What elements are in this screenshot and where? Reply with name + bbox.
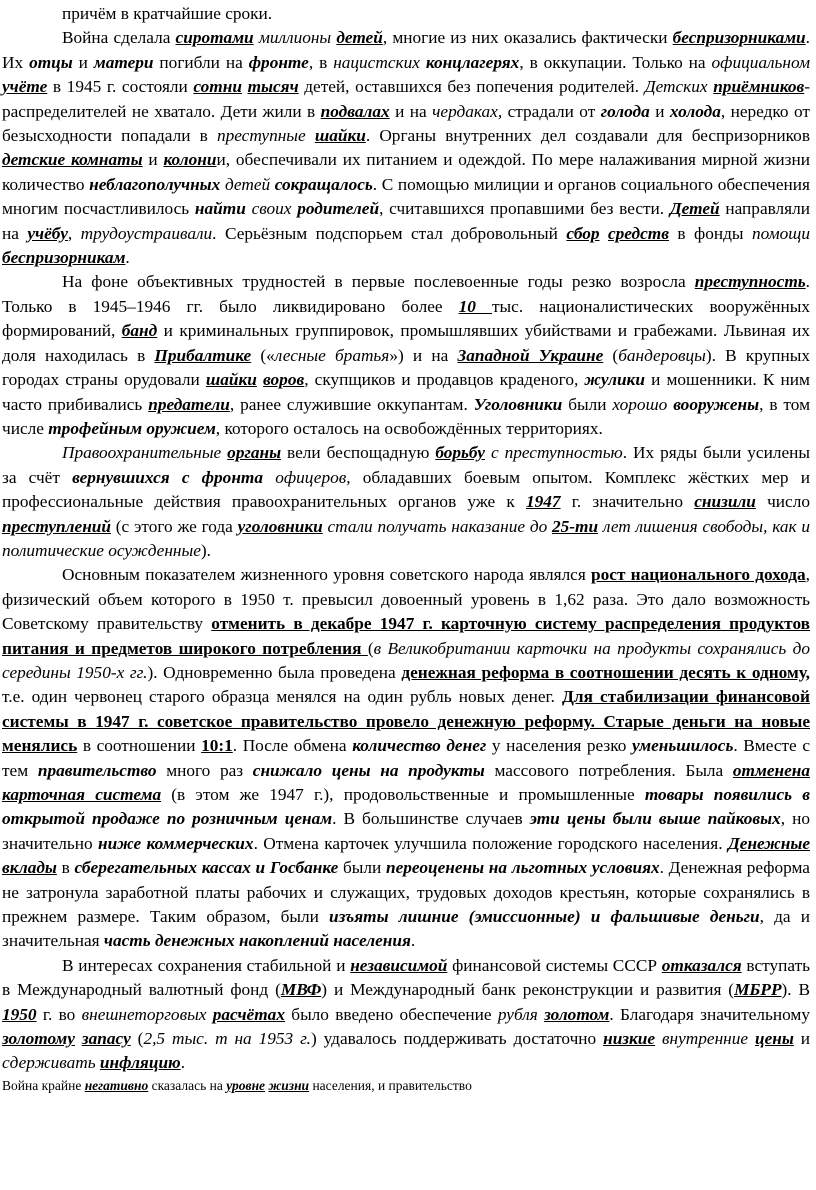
text-run: матери [93, 52, 154, 72]
text-run: детей, оставшихся без попечения родителей. [298, 77, 645, 97]
text-run: денежная реформа в соотношении десять к одному, [401, 662, 810, 682]
text-run: отказался [661, 955, 742, 975]
text-run: Для стабилизации финансовой системы в 1947 г. советское правительство провело денежную реформу. Старые деньги на новые менялись [2, 687, 810, 756]
text-run: ) и Международный банк реконструкции и развития ( [321, 980, 735, 1000]
text-run: концлагерях [425, 52, 520, 72]
text-run: . [410, 931, 416, 951]
text-run: приёмников [713, 77, 805, 97]
text-run: ( [367, 638, 374, 658]
text-run: страдали от [502, 101, 601, 121]
text-run: тысяч [247, 77, 299, 97]
text-run: Прибалтике [154, 345, 252, 365]
text-run: ниже коммерческих [98, 833, 254, 853]
text-run: были [338, 858, 386, 878]
text-run [655, 1029, 662, 1048]
text-run: , ранее служившие оккупантам. [229, 394, 474, 414]
text-run: сотни [193, 77, 242, 97]
text-run: шайки [205, 370, 257, 390]
text-run: запасу [81, 1029, 131, 1049]
text-run: отменить в декабре 1947 г. карточную систему распределения продуктов питания и предметов широкого потребления [2, 614, 810, 658]
text-run: , которого осталось на освобождённых территориях. [215, 418, 603, 438]
text-run: и криминальных группировок, промышлявших убийствами и грабежами. Львиная их доля находилась в [2, 321, 810, 365]
text-run: 1947 [526, 492, 561, 512]
text-run: снизили [694, 492, 756, 512]
text-run: (в этом же 1947 г.), продовольственные и промышленные [161, 785, 645, 804]
text-run: ) удавалось поддерживать достаточно [310, 1029, 604, 1049]
text-run: негативно [84, 1077, 149, 1093]
text-run: (с этого же года [111, 516, 238, 536]
text-run: детей [224, 174, 271, 194]
text-run: лет лишения свободы, как и политические осужденные [2, 516, 810, 560]
text-run: низкие [603, 1029, 656, 1049]
text-run [306, 126, 315, 145]
paragraph-0 [2, 2, 810, 26]
text-run: отцы [29, 52, 73, 72]
text-run: ). Одновременно была проведена [147, 662, 402, 682]
text-run: . С помощью милиции и органов социального обеспечения многим посчастливилось [2, 174, 810, 219]
text-run: . [180, 1053, 186, 1073]
text-run: МБРР [734, 980, 782, 1000]
text-run: . Только в 1945–1946 гг. было ликвидировано более [2, 272, 810, 316]
text-run: колони [163, 150, 217, 170]
text-run: у населения резко [486, 736, 633, 756]
text-run: было введено обеспечение [284, 1004, 498, 1024]
text-run: ( [130, 1029, 144, 1049]
text-run: , в том числе [2, 394, 811, 438]
text-run: в соотношении [77, 736, 202, 756]
text-run: учёте [2, 77, 48, 97]
text-run: массового потребления. Была [484, 760, 733, 780]
text-run: эти цены были выше пайковых [529, 809, 781, 829]
text-run: и мошенники. К ним часто прибивались [2, 370, 810, 414]
text-run [748, 1029, 755, 1048]
text-run: , физический объем которого в 1950 т. превысил довоенный уровень в 1,62 раза. Это дало возможность Советскому правительству [2, 565, 810, 634]
text-run: банд [121, 321, 158, 341]
text-run: . [125, 248, 130, 268]
text-run: . Серьёзным подспорьем стал добровольный [212, 223, 567, 243]
text-run: и [142, 150, 164, 170]
text-run: товары появились в открытой продаже по розничным ценам [2, 785, 810, 829]
text-run: офицеров, [275, 467, 351, 487]
text-run: , многие из них оказались фактически [382, 28, 673, 48]
text-run: уровне [226, 1077, 266, 1093]
paragraph-2 [2, 270, 810, 441]
text-run: в 1945 г. состояли [47, 77, 194, 97]
text-run: внутренние [662, 1029, 749, 1049]
text-run: Уголовники [473, 394, 563, 414]
text-run: , [67, 223, 81, 243]
text-run: предатели [148, 394, 230, 414]
text-run: рубля [497, 1004, 538, 1024]
text-run: 25-ти [551, 516, 599, 536]
text-run: . После обмена [232, 736, 353, 756]
text-run: родителей [297, 199, 380, 219]
text-run: т.е. один червонец старого образца менялся на один рубль новых денег. [2, 687, 563, 707]
text-run: детские комнаты [2, 150, 143, 170]
paragraph-4 [2, 563, 810, 954]
text-run: голода [600, 101, 650, 121]
text-run: , скупщиков и продавцов краденого, [304, 370, 585, 390]
text-run: неблагополучных [89, 174, 221, 194]
text-run: подвалах [320, 101, 390, 121]
text-run: хорошо [612, 394, 668, 414]
text-run: , в оккупации. Только на [519, 52, 712, 72]
text-run: сдерживать [2, 1053, 96, 1073]
text-run: . Их [2, 28, 810, 72]
text-run: независимой [350, 955, 448, 975]
text-run: ( [603, 345, 619, 365]
text-run: были [562, 394, 613, 414]
text-run: золотому [2, 1029, 75, 1049]
text-run: официальном [711, 52, 810, 72]
text-run: средств [607, 223, 669, 243]
text-run: МВФ [280, 980, 322, 1000]
text-run: . В большинстве случаев [332, 809, 530, 829]
text-run: изъяты лишние (эмиссионные) и фальшивые деньги [329, 907, 760, 927]
text-run: с преступностью [490, 443, 623, 463]
text-run [75, 1029, 82, 1048]
text-run: учёбу [27, 223, 68, 243]
paragraph-6 [2, 1076, 810, 1096]
text-run: обладавших боевым опытом. Комплекс жёстких мер и профессиональные действия правоохранительных органов уже к [2, 467, 810, 512]
text-run: снижало цены на продукты [252, 760, 485, 780]
text-run: фронте [248, 52, 309, 72]
text-run: жизни [268, 1077, 310, 1093]
text-run: Детских [644, 77, 708, 97]
text-run: трофейным оружием [48, 418, 216, 438]
text-run: своих [251, 199, 292, 219]
text-run: сберегательных кассах и Госбанке [74, 858, 339, 878]
text-run: . Вместе с тем [2, 736, 810, 780]
text-run: 10 [458, 296, 492, 316]
text-run: . Благодаря значительному [609, 1004, 810, 1024]
text-run: органы [227, 443, 282, 463]
text-run: На фоне объективных трудностей в первые послевоенные годы резко возросла [62, 272, 695, 292]
text-run: помощи [752, 223, 810, 243]
text-run: вели беспощадную [281, 443, 436, 463]
text-run: трудоустраивали [80, 223, 213, 243]
text-run: г. во [36, 1004, 82, 1024]
text-run: число [755, 492, 810, 512]
text-run: сбор [566, 223, 600, 243]
text-run: направляли на [2, 199, 810, 243]
text-run: беспризорниками [672, 28, 806, 48]
text-run: миллионы [258, 28, 332, 48]
text-run: ). В крупных городах страны орудовали [2, 345, 810, 390]
text-run: цены [754, 1029, 794, 1049]
text-run: Основным показателем жизненного уровня советского народа являлся [62, 565, 592, 585]
text-run: сказалась на [148, 1077, 227, 1093]
text-run [263, 468, 275, 487]
text-run: в фонды [668, 223, 753, 243]
text-run: переоценены на льготных условиях [385, 858, 660, 878]
text-run: нацистских [333, 52, 420, 72]
text-run: борьбу [435, 443, 485, 463]
text-run: Война сделала [62, 28, 176, 48]
text-run: вернувшихся с фронта [72, 467, 264, 487]
text-run: , считавшихся пропавшими без вести. [379, 199, 670, 219]
text-run: . Органы внутренних дел создавали для беспризорников [365, 126, 810, 146]
text-run: ») и на [389, 345, 458, 365]
text-run: много раз [156, 760, 253, 780]
text-run: и [793, 1029, 811, 1049]
text-run: уголовники [237, 516, 323, 536]
text-run: инфляцию [99, 1053, 181, 1073]
text-run: внешнеторговых [81, 1004, 207, 1024]
text-run: правительство [37, 760, 157, 780]
text-run: преступные [216, 126, 306, 146]
paragraph-1 [2, 26, 810, 270]
text-run: и [72, 52, 94, 72]
text-run: сокращалось [274, 174, 373, 194]
text-run: 1950 [2, 1004, 37, 1024]
text-run: , но значительно [2, 809, 811, 853]
text-run: уменьшилось [632, 736, 734, 756]
text-run: холода [669, 101, 721, 121]
text-run: и на [389, 101, 433, 121]
text-run: количество денег [352, 736, 487, 756]
text-run: , да и значительная [2, 907, 810, 951]
text-run: и [649, 101, 670, 121]
text-run: преступность [694, 272, 806, 292]
text-run: (« [251, 345, 275, 365]
text-run: г. значительно [560, 492, 695, 512]
text-run: -распределителей не хватало. Дети жили в [2, 77, 810, 121]
text-run: золотом [544, 1004, 610, 1024]
text-run: детей [336, 28, 383, 48]
text-run: . Их ряды были усилены за счёт [2, 443, 810, 487]
text-run: 2,5 тыс. т на 1953 г. [143, 1029, 311, 1049]
text-run: бандеровцы [618, 345, 706, 365]
text-run: жулики [584, 370, 645, 390]
text-run: стали получать наказание до [327, 516, 552, 536]
text-run: в [56, 858, 75, 878]
text-run: . Денежная реформа не затронула заработной платы рабочих и служащих, трудовых доходов крестьян, которые сохранялись в прежнем размере. Таким образом, были [2, 858, 810, 927]
text-run: тыс. националистических вооружённых формирований, [2, 296, 810, 341]
text-run: ). [200, 540, 211, 560]
text-run: . Отмена карточек улучшила положение городского населения. [253, 833, 728, 853]
text-run: найти [194, 199, 246, 219]
text-run: отменена карточная система [2, 760, 810, 804]
text-run: населения, и правительство [309, 1077, 472, 1093]
paragraph-3 [2, 441, 810, 563]
text-run: вступать в Международный валютный фонд ( [2, 955, 810, 1000]
text-run [600, 224, 608, 243]
text-run: Война крайне [2, 1077, 85, 1093]
text-run: Правоохранительные [62, 443, 222, 463]
paragraph-5 [2, 954, 810, 1076]
text-run: Западной Украине [457, 345, 604, 365]
text-run: ). В [781, 980, 811, 1000]
text-run: финансовой системы СССР [447, 955, 662, 975]
text-run: , в [308, 52, 334, 72]
text-run: воров [263, 370, 305, 390]
text-run: , нередко от безысходности попадали в [2, 101, 810, 146]
text-run: шайки [314, 126, 366, 146]
text-run: сиротами [175, 28, 254, 48]
text-run: причём в кратчайшие сроки. [62, 4, 273, 23]
text-run: беспризорникам [2, 248, 126, 268]
text-run: Детей [669, 199, 720, 219]
text-run: в Великобритании карточки на продукты сохранялись до середины 1950-х гг. [2, 638, 811, 682]
text-run: 10:1 [201, 736, 233, 756]
text-run: расчётах [212, 1004, 285, 1024]
text-run: лесные братья [274, 345, 390, 365]
text-run: чердаках, [432, 101, 503, 121]
text-run: рост национального дохода [591, 565, 806, 585]
text-run: Денежные вклады [2, 833, 810, 878]
text-run: часть денежных накоплений населения [103, 931, 411, 951]
text-run: преступлений [2, 516, 112, 536]
text-run: вооружены [673, 394, 760, 414]
text-run: В интересах сохранения стабильной и [62, 955, 351, 975]
text-run: погибли на [153, 52, 249, 72]
text-run: и, обеспечивали их питанием и одеждой. По мере налаживания мирной жизни количество [2, 150, 811, 194]
